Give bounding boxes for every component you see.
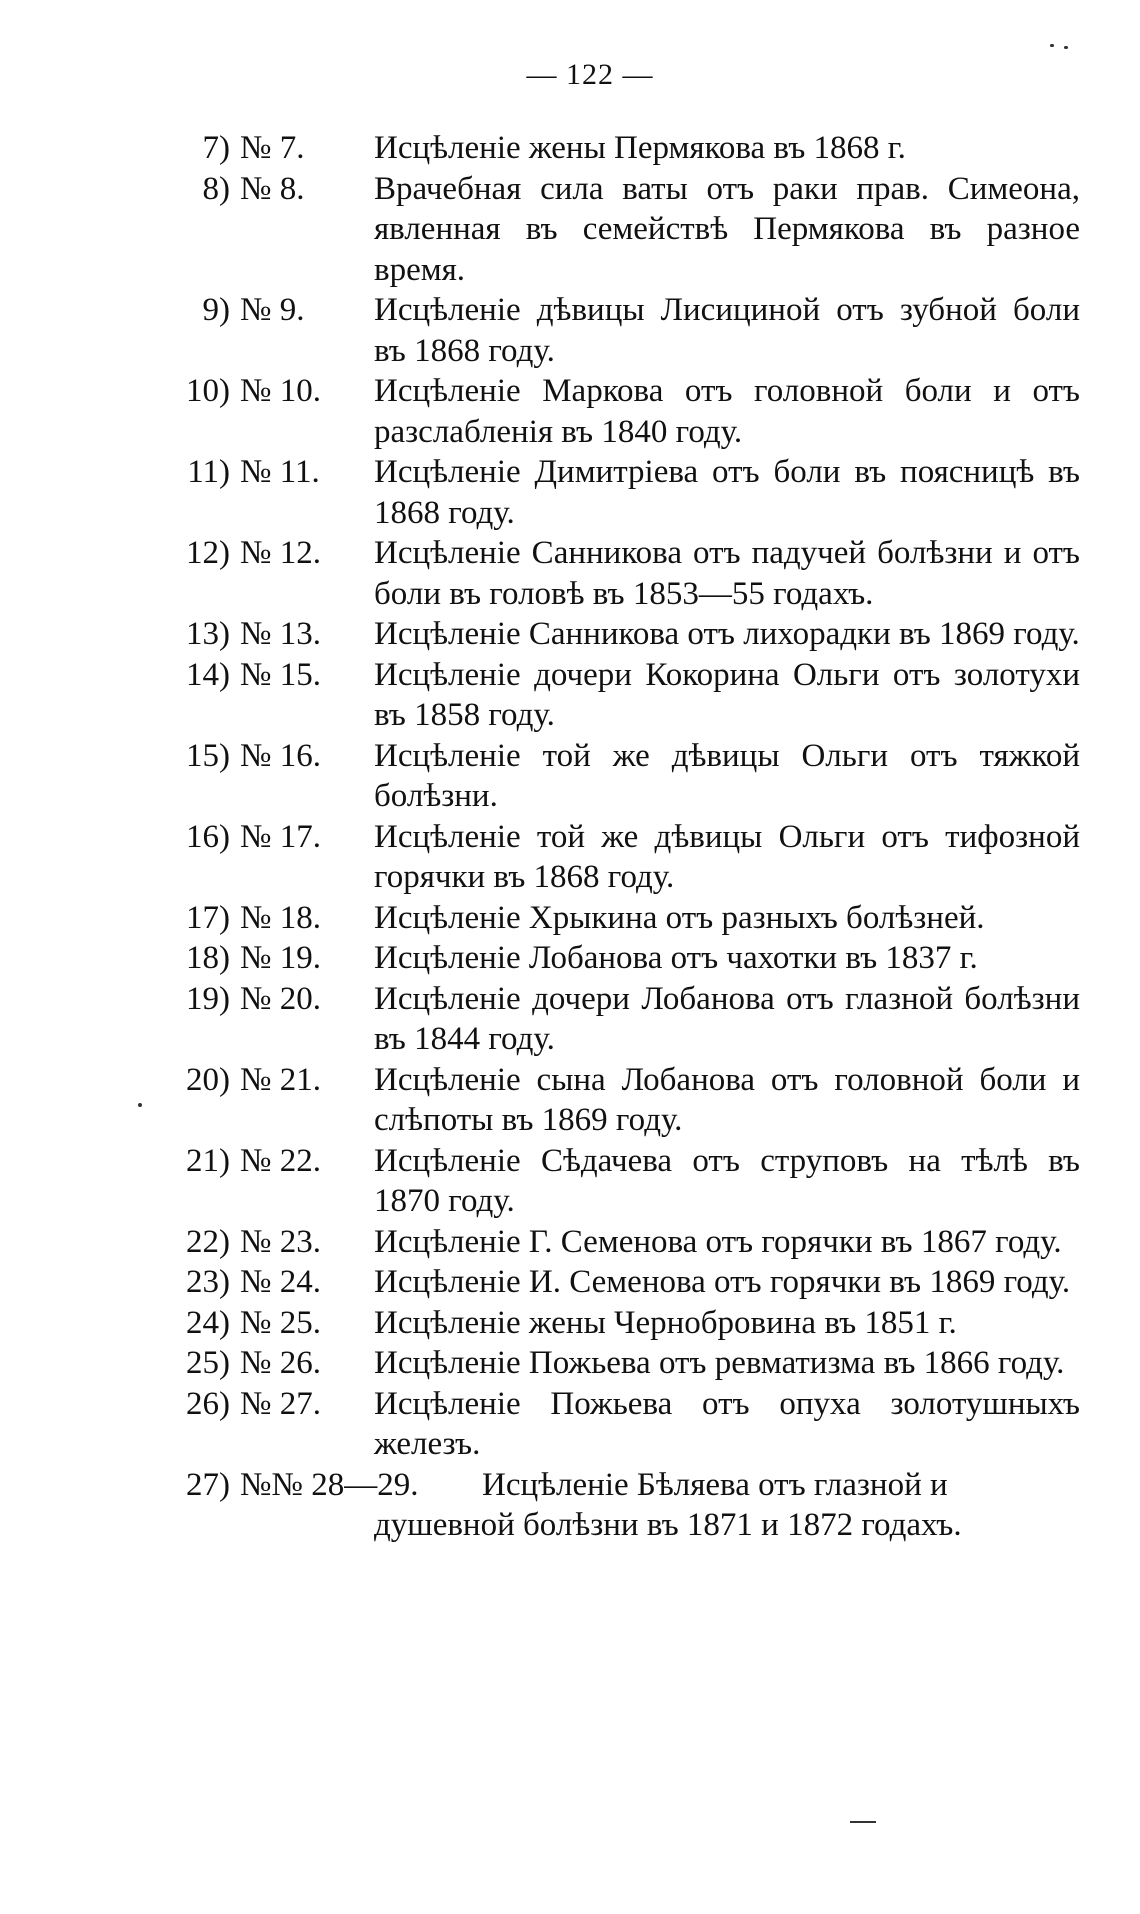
list-item-last [0, 1465, 1140, 1546]
entry-number: № 16. [240, 737, 321, 774]
entry-number: № 8. [240, 170, 305, 207]
entry-text: Исцѣленіе дочери Кокорина Ольги отъ золотухи въ 1858 году. [374, 656, 1080, 733]
entry-text: Исцѣленіе жены Чернобровина въ 1851 г. [374, 1304, 957, 1341]
list-item [0, 817, 1140, 898]
list-item [0, 979, 1140, 1060]
entry-index: 12) [186, 535, 230, 571]
entry-text: Исцѣленіе Пожьева отъ опуха золотушныхъ железъ. [374, 1385, 1080, 1462]
list-item [0, 290, 1140, 371]
list-item [0, 655, 1140, 736]
entry-text: Исцѣленіе Санникова отъ лихорадки въ 1869 году. [374, 616, 1080, 652]
entry-number: № 7. [240, 130, 305, 166]
list-item [0, 736, 1140, 817]
entry-text: Исцѣленіе Сѣдачева отъ струповъ на тѣлѣ въ 1870 году. [374, 1142, 1080, 1219]
list-item [0, 169, 1140, 291]
entry-text-continuation: душевной болѣзни въ 1871 и 1872 годахъ. [374, 1507, 962, 1543]
entry-index: 7) [202, 130, 230, 166]
print-speck [1064, 46, 1068, 49]
entry-number: № 23. [240, 1223, 321, 1260]
end-rule [850, 1821, 876, 1823]
entry-number: № 17. [240, 818, 321, 855]
entry-index: 13) [186, 616, 230, 652]
entry-text-first-line: Исцѣленіе Бѣляева отъ глазной и [482, 1466, 948, 1503]
print-speck [1050, 44, 1054, 47]
page-number: — 122 — [526, 58, 654, 91]
list-item [0, 1141, 1140, 1222]
print-speck [138, 1103, 142, 1107]
entry-number: № 15. [240, 656, 321, 693]
entry-number: № 18. [240, 899, 321, 936]
entry-index: 9) [202, 292, 230, 328]
entry-number: № 21. [240, 1061, 321, 1098]
entry-index: 19) [186, 980, 230, 1017]
list-item [0, 938, 1140, 979]
entry-index: 8) [202, 170, 230, 207]
entry-index: 18) [186, 940, 230, 976]
entry-number: №№ 28—29. [240, 1466, 419, 1503]
entry-number: № 10. [240, 373, 321, 409]
entry-index: 10) [186, 373, 230, 409]
entry-index: 21) [186, 1142, 230, 1179]
entry-index: 25) [186, 1345, 230, 1381]
entry-text: Исцѣленіе Г. Семенова отъ горячки въ 1867 году. [374, 1223, 1062, 1260]
list-item [0, 128, 1140, 169]
entry-number: № 12. [240, 535, 321, 571]
entry-text: Исцѣленіе Димитріева отъ боли въ поясницѣ въ 1868 году. [374, 454, 1080, 531]
entry-index: 16) [186, 818, 230, 855]
entry-text: Врачебная сила ваты отъ раки прав. Симеона, явленная въ семействѣ Пермякова въ разное время. [374, 170, 1080, 288]
entry-text: Исцѣленіе Санникова отъ падучей болѣзни и отъ боли въ головѣ въ 1853—55 годахъ. [374, 535, 1080, 612]
list-item [0, 1303, 1140, 1344]
list-item [0, 1262, 1140, 1303]
entry-text: Исцѣленіе И. Семенова отъ горячки въ 1869 году. [374, 1264, 1071, 1300]
entry-number: № 25. [240, 1304, 321, 1341]
entry-index: 15) [186, 737, 230, 774]
entry-text: Исцѣленіе Лобанова отъ чахотки въ 1837 г. [374, 940, 978, 976]
entry-number: № 19. [240, 940, 321, 976]
list-item [0, 371, 1140, 452]
entry-text: Исцѣленіе сына Лобанова отъ головной боли и слѣпоты въ 1869 году. [374, 1061, 1080, 1138]
list-item [0, 1222, 1140, 1263]
entry-text: Исцѣленіе той же дѣвицы Ольги отъ тяжкой болѣзни. [374, 737, 1080, 814]
list-item [0, 452, 1140, 533]
list-item [0, 898, 1140, 939]
entry-index: 14) [186, 656, 230, 693]
entry-number: № 9. [240, 292, 305, 328]
list-item [0, 614, 1140, 655]
entry-index: 27) [186, 1466, 230, 1503]
entry-index: 17) [186, 899, 230, 936]
entry-number: № 24. [240, 1264, 321, 1300]
entry-text [374, 1465, 1080, 1546]
entry-index: 20) [186, 1061, 230, 1098]
entry-number: № 20. [240, 980, 321, 1017]
entry-index: 26) [186, 1385, 230, 1422]
list-item [0, 1060, 1140, 1141]
entry-text: Исцѣленіе жены Пермякова въ 1868 г. [374, 130, 906, 166]
entry-text: Исцѣленіе дѣвицы Лисициной отъ зубной боли въ 1868 году. [374, 292, 1080, 369]
entry-text: Исцѣленіе Пожьева отъ ревматизма въ 1866 году. [374, 1345, 1065, 1381]
entry-list [0, 128, 1140, 1546]
list-item [0, 1343, 1140, 1384]
entry-index: 11) [187, 454, 230, 490]
entry-text: Исцѣленіе той же дѣвицы Ольги отъ тифозной горячки въ 1868 году. [374, 818, 1080, 895]
entry-number: № 27. [240, 1385, 321, 1422]
entry-number: № 22. [240, 1142, 321, 1179]
entry-text: Исцѣленіе Хрыкина отъ разныхъ болѣзней. [374, 899, 985, 936]
entry-index: 22) [186, 1223, 230, 1260]
entry-index: 23) [186, 1264, 230, 1300]
entry-text: Исцѣленіе дочери Лобанова отъ глазной болѣзни въ 1844 году. [374, 980, 1080, 1057]
entry-number: № 13. [240, 616, 321, 652]
entry-text: Исцѣленіе Маркова отъ головной боли и отъ разслабленія въ 1840 году. [374, 373, 1080, 450]
list-item [0, 533, 1140, 614]
list-item [0, 1384, 1140, 1465]
entry-index: 24) [186, 1304, 230, 1341]
entry-number: № 11. [240, 454, 320, 490]
entry-number: № 26. [240, 1345, 321, 1381]
